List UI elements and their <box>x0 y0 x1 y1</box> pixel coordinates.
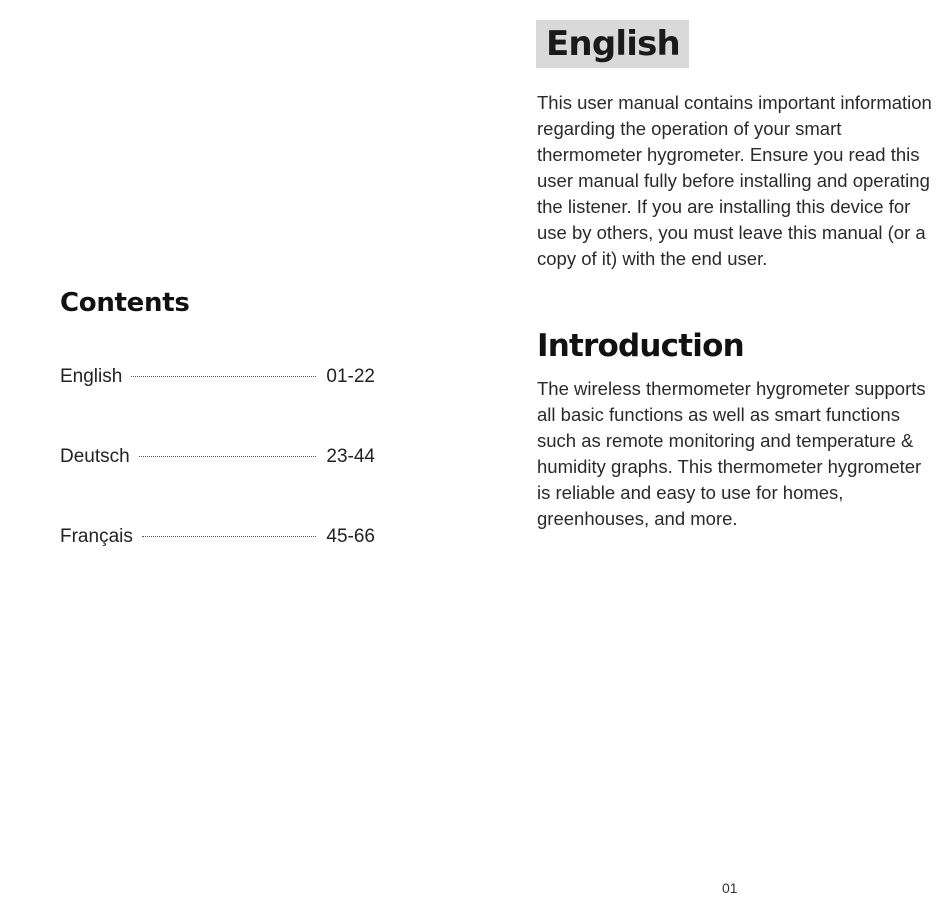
english-intro-paragraph: This user manual contains important information regarding the operation of your smart thermometer hygrometer. Ensure you read this user manual fully before installing and operating the listener. If you are installing this device for use by others, you must leave this manual (or a copy of it) with the end user. <box>537 92 932 269</box>
toc-entry-deutsch[interactable] <box>60 446 375 526</box>
introduction-paragraph: The wireless thermometer hygrometer supports all basic functions as well as smart functions such as remote monitoring and temperature & humidity graphs. This thermometer hygrometer is reliable and easy to use for homes, greenhouses, and more. <box>537 378 926 529</box>
contents-title: Contents <box>60 288 190 318</box>
toc-label: Français <box>60 526 133 547</box>
toc-label: Deutsch <box>60 446 130 467</box>
introduction-heading: Introduction <box>537 328 744 364</box>
toc-leader-dots <box>131 376 316 377</box>
toc-leader-dots <box>139 456 317 457</box>
toc-leader-dots <box>142 536 317 537</box>
english-section-heading: English <box>536 20 689 68</box>
toc-page-range: 23-44 <box>326 446 375 467</box>
page-number: 01 <box>722 880 738 896</box>
toc-page-range: 01-22 <box>326 366 375 387</box>
table-of-contents <box>60 366 375 606</box>
toc-entry-francais[interactable] <box>60 526 375 606</box>
toc-entry-english[interactable] <box>60 366 375 446</box>
toc-label: English <box>60 366 123 387</box>
toc-page-range: 45-66 <box>326 526 375 547</box>
